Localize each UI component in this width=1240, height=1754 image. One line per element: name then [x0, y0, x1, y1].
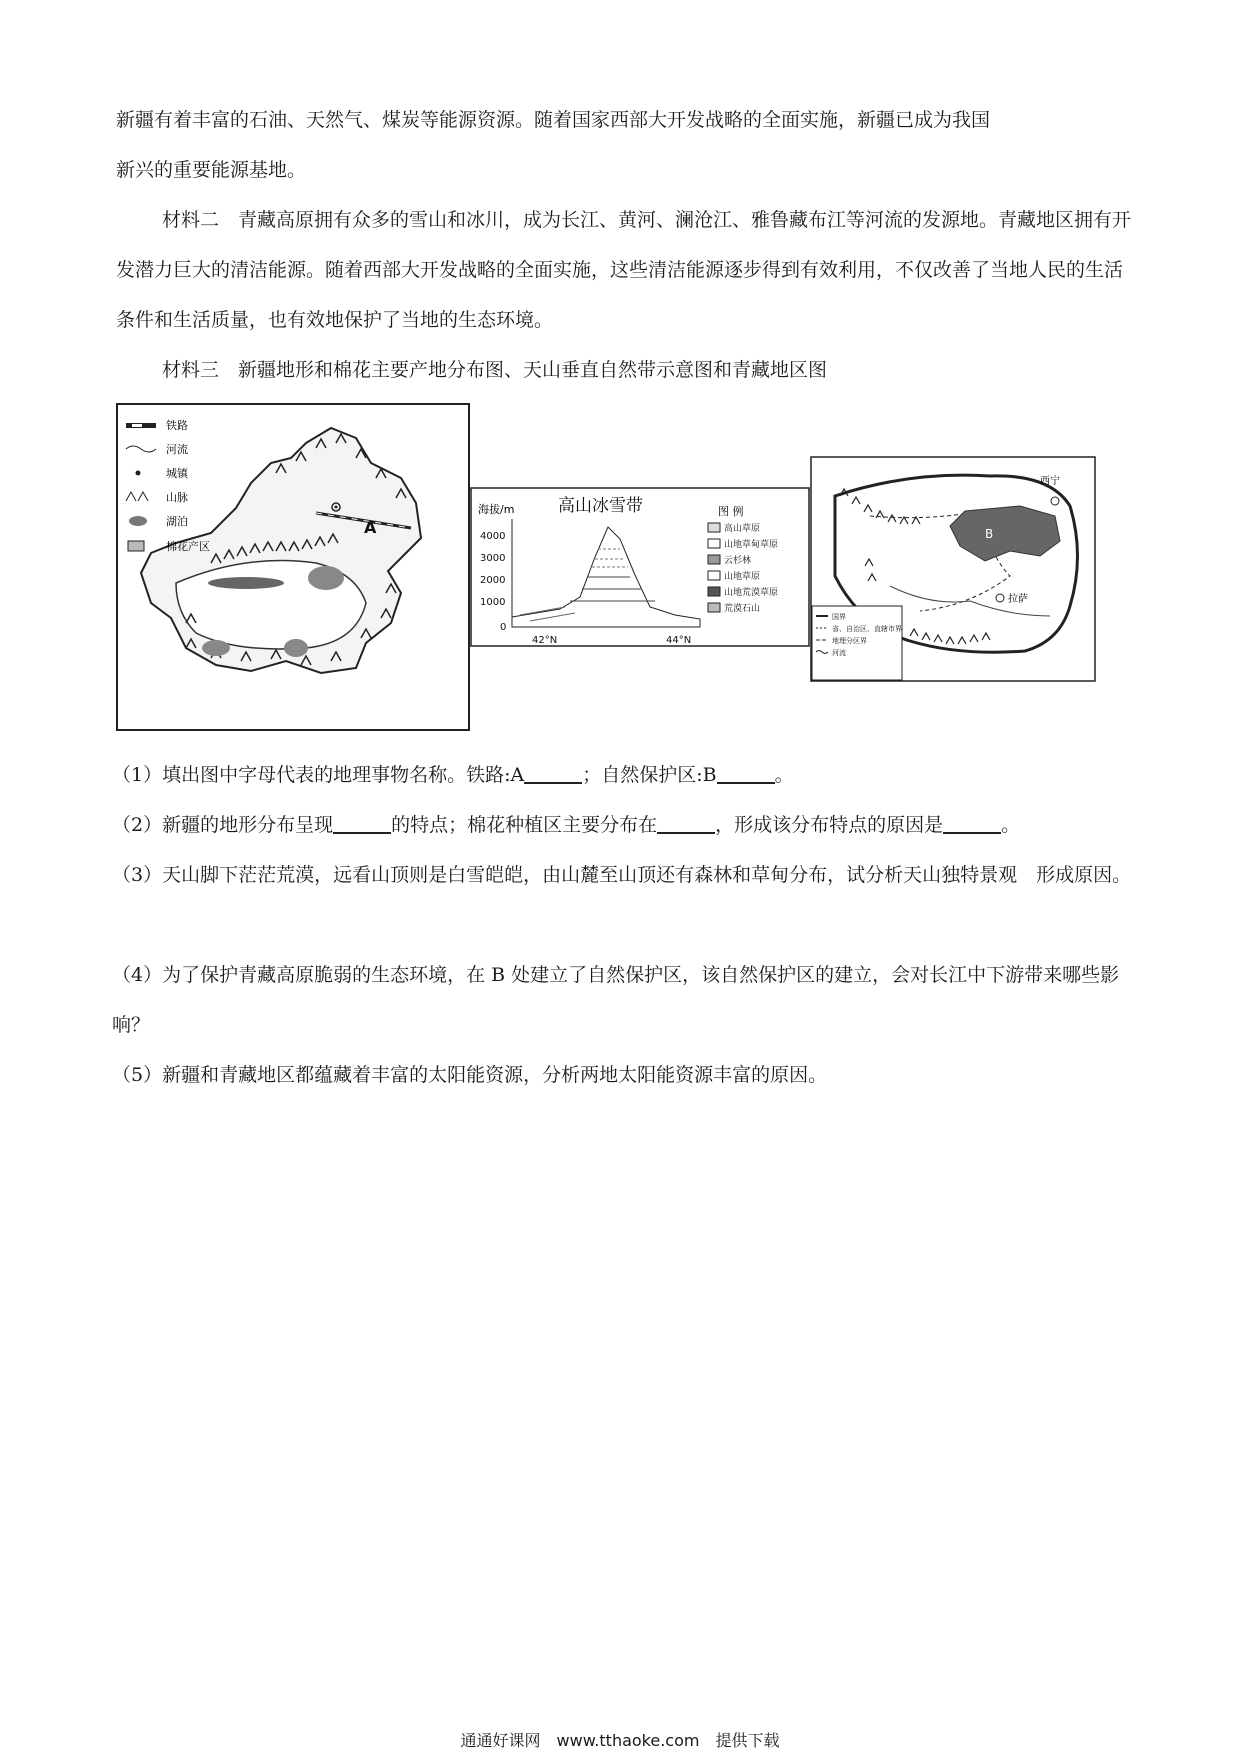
answer-blank[interactable]	[524, 762, 582, 784]
question-text: （2）新疆的地形分布呈现	[112, 814, 334, 836]
legend-item: 山脉	[166, 491, 188, 504]
answer-blank[interactable]	[333, 812, 391, 834]
city-lhasa: 拉萨	[1008, 594, 1028, 605]
question-2	[112, 800, 1142, 850]
y-tick: 1000	[480, 597, 506, 608]
answer-blank[interactable]	[943, 812, 1001, 834]
legend-item: 铁路	[166, 419, 188, 432]
y-axis-label: 海拔/m	[478, 503, 515, 516]
question-1	[112, 750, 1142, 800]
question-5: （5）新疆和青藏地区都蕴藏着丰富的太阳能资源，分析两地太阳能资源丰富的原因。	[112, 1064, 828, 1086]
question-text: 。	[1001, 814, 1021, 836]
y-tick: 0	[500, 622, 507, 633]
qinghai-tibet-map	[810, 456, 1096, 682]
question-4: （4）为了保护青藏高原脆弱的生态环境，在 B 处建立了自然保护区，该自然保护区的建立，会对长江中下游带来哪些影响？	[112, 964, 1120, 1036]
answer-blank[interactable]	[657, 812, 715, 834]
legend-item: 高山草原	[724, 524, 761, 534]
tianshan-vertical-zone-chart	[470, 487, 810, 647]
y-tick: 4000	[480, 531, 506, 542]
label-a: A	[364, 518, 377, 537]
paragraph-line: 新疆有着丰富的石油、天然气、煤炭等能源资源。随着国家西部大开发战略的全面实施，新疆已成为我国	[116, 109, 991, 131]
footer-watermark: 通通好课网 www.tthaoke.com 提供下载	[460, 1731, 780, 1750]
chart-title: 高山冰雪带	[558, 496, 643, 516]
question-text: ；自然保护区:B	[582, 764, 717, 786]
x-tick: 42°N	[532, 635, 558, 646]
legend-item: 云杉林	[724, 556, 752, 566]
question-text: 。	[774, 764, 794, 786]
legend-item: 省、自治区、直辖市界	[832, 625, 902, 633]
legend-item: 荒漠石山	[724, 604, 761, 614]
answer-blank[interactable]	[717, 762, 775, 784]
legend-item: 湖泊	[166, 515, 188, 528]
legend-item: 山地草甸草原	[724, 540, 779, 550]
legend-item: 国界	[832, 613, 846, 621]
legend-item: 地理分区界	[832, 637, 867, 645]
question-text: 的特点；棉花种植区主要分布在	[391, 814, 658, 836]
x-tick: 44°N	[666, 635, 692, 646]
question-3: （3）天山脚下茫茫荒漠，远看山顶则是白雪皑皑，由山麓至山顶还有森林和草甸分布，试分析天山独特景观 形成原因。	[112, 864, 1132, 886]
legend-item: 城镇	[166, 467, 188, 480]
legend-item: 山地草原	[724, 572, 761, 582]
material-two-paragraph: 材料二 青藏高原拥有众多的雪山和冰川，成为长江、黄河、澜沧江、雅鲁藏布江等河流的发源地。青藏地区拥有开发潜力巨大的清洁能源。随着西部大开发战略的全面实施，这些清洁能源逐步得到有效利用，不仅改善了当地人民的生活条件和生活质量，也有效地保护了当地的生态环境。	[116, 209, 1132, 331]
legend-item: 河流	[832, 649, 846, 657]
material-three-caption: 材料三 新疆地形和棉花主要产地分布图、天山垂直自然带示意图和青藏地区图	[162, 359, 828, 381]
paragraph-line: 新兴的重要能源基地。	[116, 159, 307, 181]
city-xining: 西宁	[1040, 476, 1060, 487]
y-tick: 3000	[480, 553, 506, 564]
xinjiang-map	[116, 403, 470, 731]
question-text: ，形成该分布特点的原因是	[715, 814, 944, 836]
question-text: （1）填出图中字母代表的地理事物名称。铁路:A	[112, 764, 525, 786]
y-tick: 2000	[480, 575, 506, 586]
legend-item: 山地荒漠草原	[724, 588, 779, 598]
legend-item: 棉花产区	[166, 540, 210, 553]
legend-item: 河流	[166, 443, 188, 456]
label-b: B	[985, 527, 994, 541]
legend-title: 图 例	[718, 505, 744, 518]
